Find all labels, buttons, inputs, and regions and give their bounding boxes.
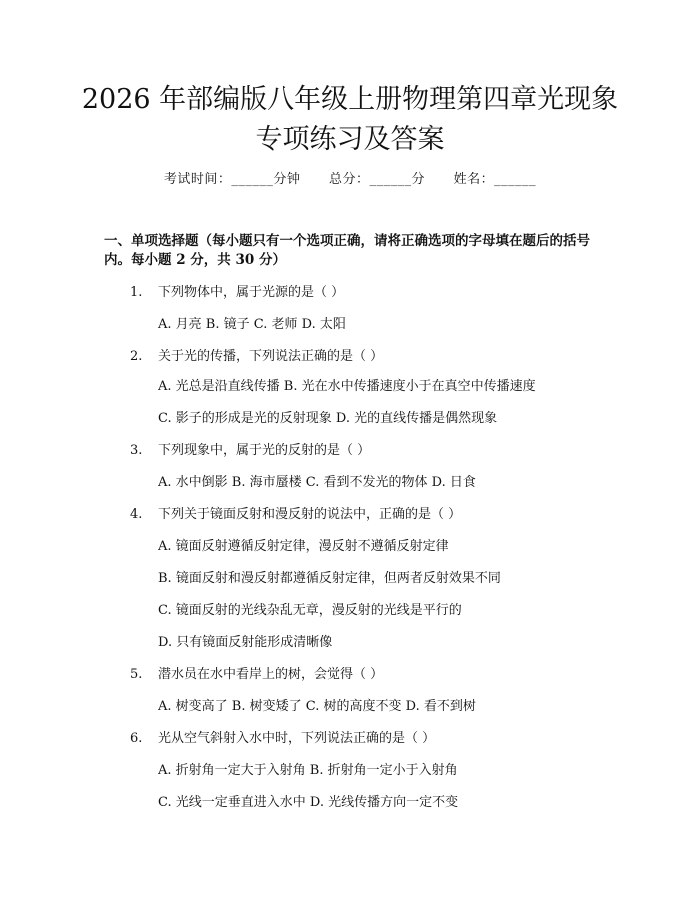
question-4-option-a: A. 镜面反射遵循反射定律，漫反射不遵循反射定律 [158,539,449,554]
question-1 [130,284,344,302]
question-6 [130,730,435,748]
question-number: 5. [130,667,143,682]
question-4 [130,506,461,524]
question-text: 潜水员在水中看岸上的树，会觉得（ ） [158,667,384,682]
question-text: 光从空气斜射入水中时，下列说法正确的是（ ） [158,731,436,746]
question-4-option-d: D. 只有镜面反射能形成清晰像 [158,635,333,650]
exam-score: 总分：______分 [328,172,425,187]
document-title [40,80,660,160]
question-number: 1. [130,285,143,300]
question-5 [130,666,383,684]
question-5-options: A. 树变高了 B. 树变矮了 C. 树的高度不变 D. 看不到树 [158,699,476,714]
question-number: 2. [130,349,143,364]
title-line-1: 2026 年部编版八年级上册物理第四章光现象 [81,84,619,115]
question-6-options-1: A. 折射角一定大于入射角 B. 折射角一定小于入射角 [158,763,458,778]
question-text: 下列物体中，属于光源的是（ ） [158,285,345,300]
question-6-options-2: C. 光线一定垂直进入水中 D. 光线传播方向一定不变 [158,795,459,810]
question-number: 6. [130,731,143,746]
question-number: 3. [130,443,143,458]
question-4-option-b: B. 镜面反射和漫反射都遵循反射定律，但两者反射效果不同 [158,571,501,586]
exam-meta [0,168,700,187]
section-heading: 一、单项选择题（每小题只有一个选项正确，请将正确选项的字母填在题后的括号内。每小题 2 分，共 30 分） [104,233,590,268]
question-3-options: A. 水中倒影 B. 海市蜃楼 C. 看到不发光的物体 D. 日食 [158,475,476,490]
exam-time: 考试时间：______分钟 [163,172,301,187]
question-text: 下列关于镜面反射和漫反射的说法中，正确的是（ ） [158,507,462,522]
question-2-options-2: C. 影子的形成是光的反射现象 D. 光的直线传播是偶然现象 [158,411,498,426]
question-text: 下列现象中，属于光的反射的是（ ） [158,443,371,458]
question-2 [130,348,383,366]
question-text: 关于光的传播，下列说法正确的是（ ） [158,349,384,364]
question-4-option-c: C. 镜面反射的光线杂乱无章，漫反射的光线是平行的 [158,603,462,618]
question-2-options-1: A. 光总是沿直线传播 B. 光在水中传播速度小于在真空中传播速度 [158,379,536,394]
question-3 [130,442,370,460]
title-line-2: 专项练习及答案 [255,124,445,155]
exam-name: 姓名：______ [453,172,537,187]
question-number: 4. [130,507,143,522]
question-1-options: A. 月亮 B. 镜子 C. 老师 D. 太阳 [158,317,346,332]
